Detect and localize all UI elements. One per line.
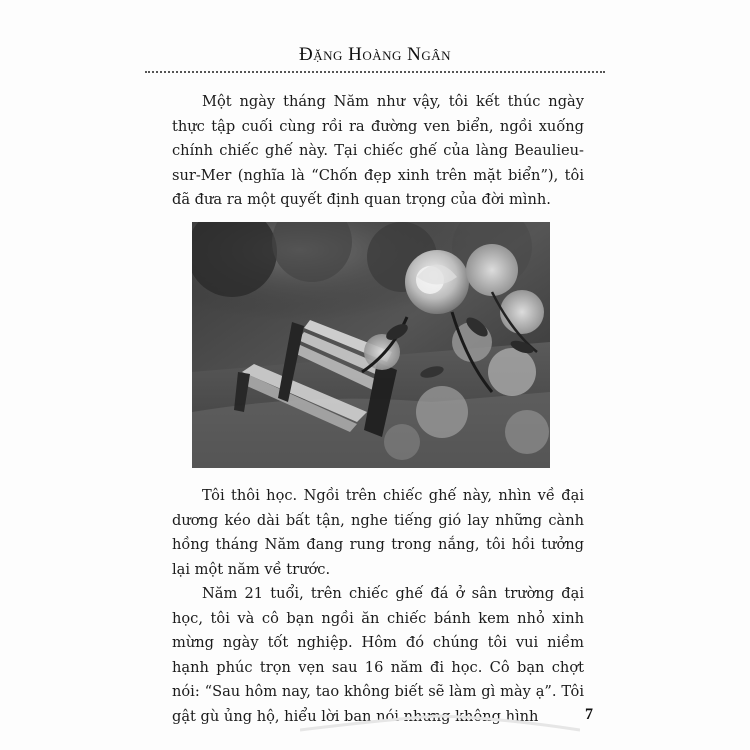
page-curl-shadow [300,712,580,732]
header-dotted-rule [145,71,605,73]
paragraph-1: Một ngày tháng Năm như vậy, tôi kết thúc ngày thực tập cuối cùng rồi ra đường ven biển, ngồi xuống chính chiếc ghế này. Tại chiếc ghế của làng Beaulieu-sur-Mer (nghĩa là “Chốn đẹp xinh trên mặt biển”), tôi đã đưa ra một quyết định quan trọng của đời mình. [172,93,584,208]
running-head-author: Đặng Hoàng Ngân [298,44,452,65]
text-block-top [172,90,584,213]
paragraph-2: Tôi thôi học. Ngồi trên chiếc ghế này, nhìn về đại dương kéo dài bất tận, nghe tiếng gió lay những cành hồng tháng Năm đang rung trong nắng, tôi hồi tưởng lại một năm về trước. [172,487,584,578]
page-number: 7 [585,706,593,723]
paragraph-3: Năm 21 tuổi, trên chiếc ghế đá ở sân trường đại học, tôi và cô bạn ngồi ăn chiếc bánh kem nhỏ xinh mừng ngày tốt nghiệp. Hôm đó chúng tôi vui niềm hạnh phúc trọn vẹn sau 16 năm đi học. Cô bạn chợt nói: “Sau hôm nay, tao không biết sẽ làm gì mày ạ”. Tôi gật gù ủng hộ, hiểu lời bạn nói nhưng không hình [172,585,584,725]
text-block-bottom [172,484,584,729]
photo-bench-roses-icon [192,222,550,468]
photo-bench-roses [192,222,550,468]
